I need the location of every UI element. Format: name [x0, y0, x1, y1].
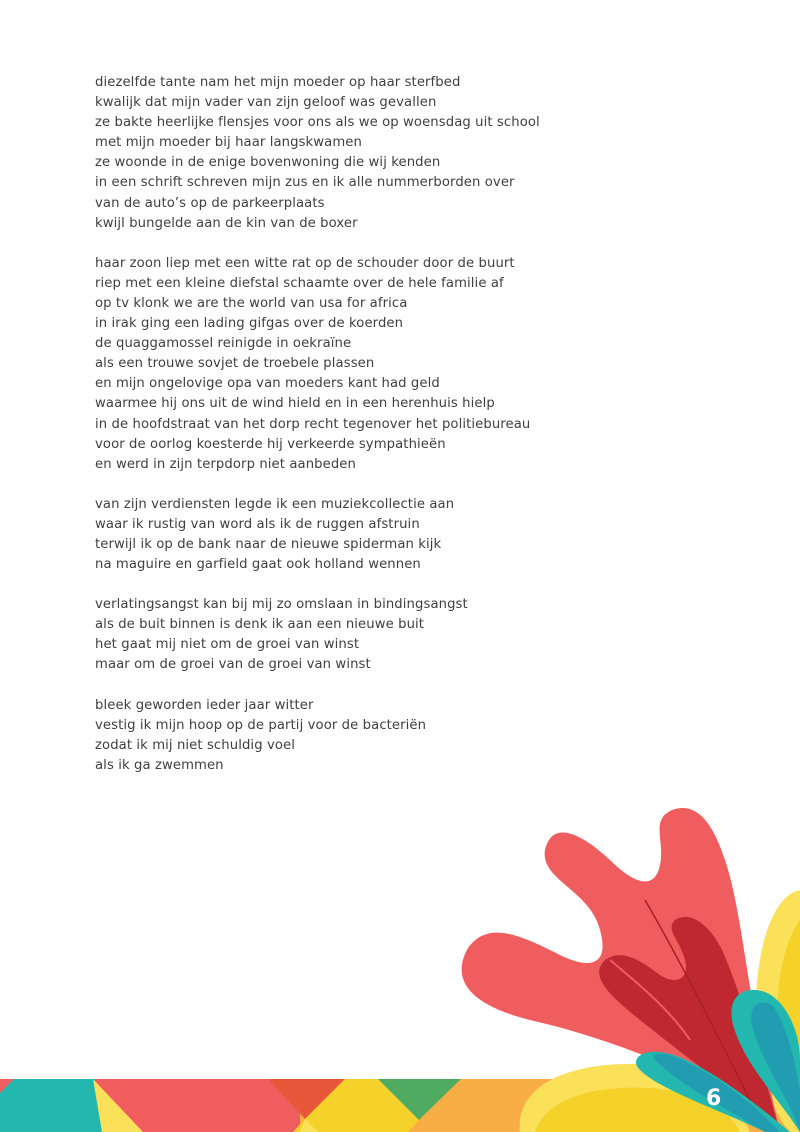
- poem-line: maar om de groei van de groei van winst: [95, 657, 371, 673]
- poem-line: en werd in zijn terpdorp niet aanbeden: [95, 456, 356, 472]
- poem-line: voor de oorlog koesterde hij verkeerde sympathieën: [95, 436, 446, 452]
- poem-line: als de buit binnen is denk ik aan een nieuwe buit: [95, 617, 425, 633]
- poem-line: de quaggamossel reinigde in oekraïne: [95, 336, 352, 352]
- poem-line: terwijl ik op de bank naar de nieuwe spiderman kijk: [95, 536, 442, 552]
- poem-line: en mijn ongelovige opa van moeders kant had geld: [95, 376, 440, 392]
- poem-line: in de hoofdstraat van het dorp recht tegenover het politiebureau: [95, 416, 531, 432]
- poem-line: waar ik rustig van word als ik de ruggen afstruin: [95, 516, 420, 532]
- poem-line: kwijl bungelde aan de kin van de boxer: [95, 215, 358, 231]
- poem-line: haar zoon liep met een witte rat op de schouder door de buurt: [95, 255, 515, 271]
- poem-line: op tv klonk we are the world van usa for africa: [95, 295, 408, 311]
- poem-line: van zijn verdiensten legde ik een muziekcollectie aan: [95, 496, 455, 512]
- poem-line: van de auto’s op de parkeerplaats: [95, 195, 325, 211]
- poem-line: bleek geworden ieder jaar witter: [95, 697, 314, 713]
- poem-line: zodat ik mij niet schuldig voel: [95, 737, 296, 753]
- poem-line: ze woonde in de enige bovenwoning die wij kenden: [95, 155, 441, 171]
- poem-line: kwalijk dat mijn vader van zijn geloof was gevallen: [95, 95, 437, 111]
- poem-line: ze bakte heerlijke flensjes voor ons als we op woensdag uit school: [95, 115, 540, 131]
- poem-line: riep met een kleine diefstal schaamte over de hele familie af: [95, 275, 504, 291]
- poem-line: in irak ging een lading gifgas over de koerden: [95, 316, 404, 332]
- poem-line: het gaat mij niet om de groei van winst: [95, 637, 360, 653]
- poem-line: verlatingsangst kan bij mij zo omslaan in bindingsangst: [95, 597, 468, 613]
- poem-line: als ik ga zwemmen: [95, 757, 224, 773]
- poem-line: in een schrift schreven mijn zus en ik alle nummerborden over: [95, 175, 515, 191]
- page-number: 6: [706, 1086, 722, 1111]
- poem-line: als een trouwe sovjet de troebele plassen: [95, 356, 375, 372]
- poem-line: diezelfde tante nam het mijn moeder op haar sterfbed: [95, 75, 461, 90]
- poem-line: na maguire en garfield gaat ook holland wennen: [95, 557, 421, 573]
- poem-line: waarmee hij ons uit de wind hield en in een herenhuis hielp: [95, 396, 495, 412]
- poem-line: met mijn moeder bij haar langskwamen: [95, 135, 362, 151]
- poem-line: vestig ik mijn hoop op de partij voor de bacteriën: [95, 717, 427, 733]
